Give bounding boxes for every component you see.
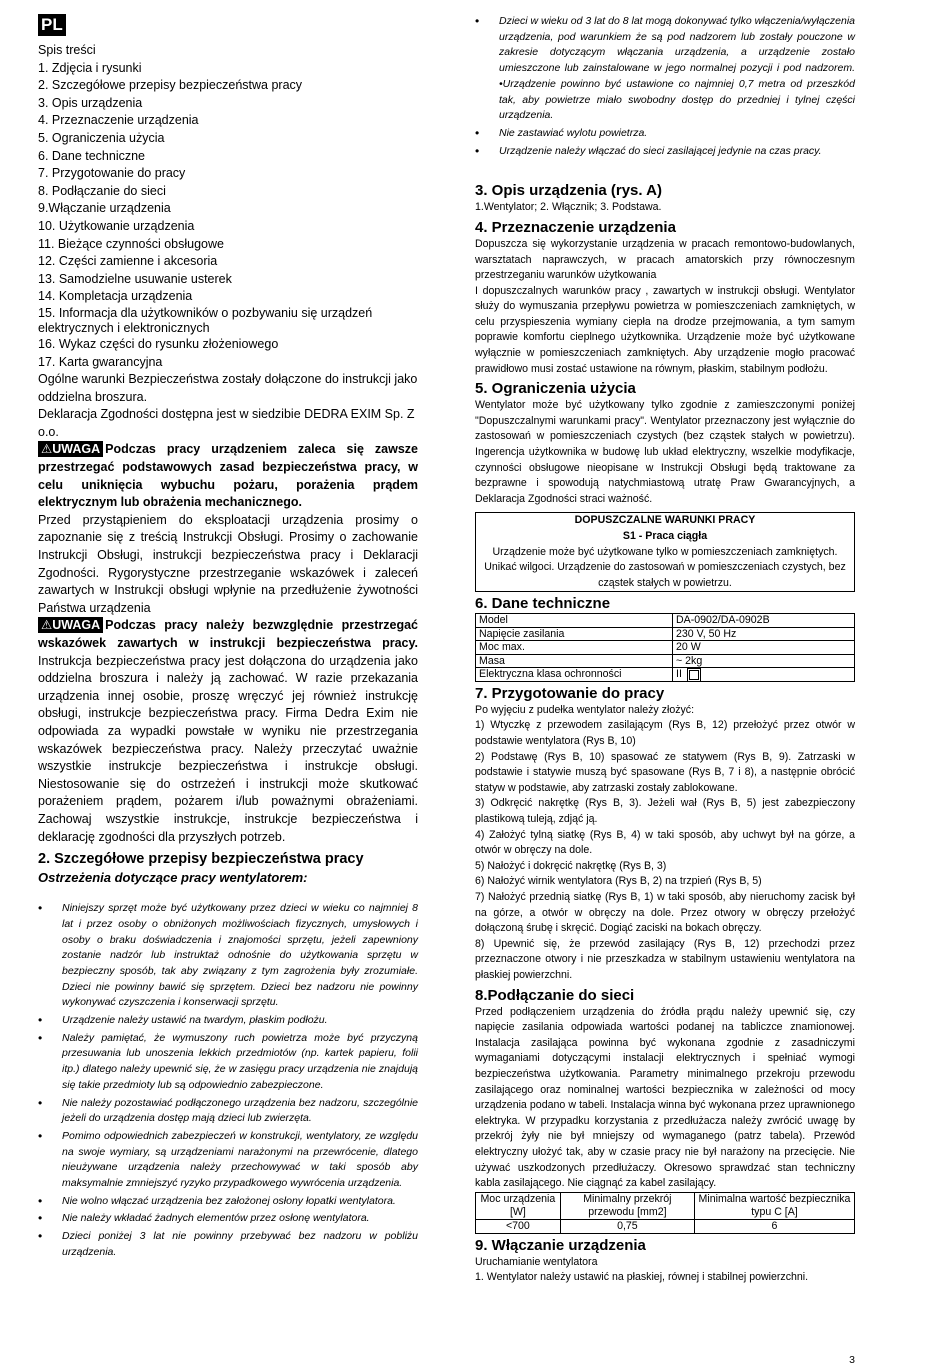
list-item: • Urządzenie należy włączać do sieci zasilającej jedynie na czas pracy. bbox=[475, 144, 855, 160]
toc-item: 13. Samodzielne usuwanie usterek bbox=[38, 271, 232, 286]
list-item: • Należy pamiętać, że wymuszony ruch powietrza może być przyczyną przesuwania lub unoszenia lekkich przedmiotów (np. kartek papieru, folii itp.) dlatego należy upewnić się, że w zasięgu pracy urządzenia nie znajdują się takie przedmioty lub są odpowiednio zabezpieczone. bbox=[38, 1031, 418, 1094]
tech-data-table bbox=[475, 613, 855, 682]
toc-item: 6. Dane techniczne bbox=[38, 148, 146, 163]
list-item: • Nie należy pozostawiać podłączonego urządzenia bez nadzoru, szczególnie jeżeli do urządzenia dostęp mają dzieci lub zwierzęta. bbox=[38, 1096, 418, 1127]
safety-list-continued bbox=[475, 14, 855, 159]
table-row bbox=[476, 614, 855, 628]
table-cell: <700 bbox=[476, 1219, 561, 1233]
table-cell: Napięcie zasilania bbox=[476, 627, 673, 641]
toc-item: 15. Informacja dla użytkowników o pozbywaniu się urządzeń elektrycznych i elektronicznych bbox=[38, 305, 373, 335]
table-of-contents bbox=[38, 42, 418, 371]
section-4-text: Dopuszcza się wykorzystanie urządzenia w pracach remontowo-budowlanych, warsztatach naprawczych, w pracach amatorskich przy równoczesnym przestrzeganiu warunków użytkowania bbox=[475, 237, 855, 282]
table-cell: 20 W bbox=[673, 641, 855, 655]
table-cell: 6 bbox=[695, 1219, 855, 1233]
box-subtitle: S1 - Praca ciągła bbox=[622, 530, 708, 543]
toc-item: 5. Ograniczenia użycia bbox=[38, 130, 165, 145]
toc-item: 17. Karta gwarancyjna bbox=[38, 354, 163, 369]
list-item: • Nie wolno włączać urządzenia bez założonej osłony łopatki wentylatora. bbox=[38, 1194, 418, 1210]
list-item: • Nie należy wkładać żadnych elementów przez osłonę wentylatora. bbox=[38, 1211, 418, 1227]
table-header-row bbox=[476, 1192, 855, 1219]
table-row bbox=[476, 1219, 855, 1233]
page-number: 3 bbox=[849, 1354, 855, 1366]
warning-text: Podczas pracy urządzeniem zaleca się zawsze przestrzegać podstawowych zasad bezpieczeństwa pracy, w celu uniknięcia wybuchu pożaru, porażenia prądem elektrycznym lub obrażenia mechanicznego. bbox=[38, 442, 418, 510]
toc-item: 16. Wykaz części do rysunku złożeniowego bbox=[38, 336, 279, 351]
table-cell: DA-0902/DA-0902B bbox=[673, 614, 855, 628]
section-4-title: 4. Przeznaczenie urządzenia bbox=[475, 218, 676, 236]
step: 5) Nałożyć i dokręcić nakrętkę (Rys B, 3) bbox=[475, 859, 667, 872]
table-cell bbox=[673, 668, 855, 682]
warning-block-2 bbox=[38, 617, 418, 846]
right-column bbox=[475, 14, 855, 1286]
power-cable-table bbox=[475, 1192, 855, 1234]
table-cell: ~ 2kg bbox=[673, 654, 855, 668]
table-header: Minimalna wartość bezpiecznika typu C [A] bbox=[695, 1192, 855, 1219]
warning-label: UWAGA bbox=[52, 618, 101, 633]
table-cell: 230 V, 50 Hz bbox=[673, 627, 855, 641]
warning-triangle-icon: ⚠ bbox=[41, 618, 53, 633]
warning-text-bold: Podczas pracy należy bezwzględnie przestrzegać wskazówek zawartych w instrukcji bezpieczeństwa pracy. bbox=[38, 618, 418, 650]
table-cell: Masa bbox=[476, 654, 673, 668]
table-cell: Elektryczna klasa ochronności bbox=[476, 668, 673, 682]
section-3-text: 1.Wentylator; 2. Włącznik; 3. Podstawa. bbox=[475, 201, 662, 214]
box-text: Urządzenie może być użytkowane tylko w pomieszczeniach zamkniętych. Unikać wilgoci. Urządzenie do zastosowań w pomieszczeniach czystych, bez cząstek stałych w powietrzu. bbox=[484, 545, 846, 589]
list-item: • Dzieci w wieku od 3 lat do 8 lat mogą dokonywać tylko włączenia/wyłączenia urządzenia, pod warunkiem że są pod nadzorem lub zostały pouczone w zakresie dotyczącym włączania urządzenia, a urządzenie zostało umieszczone lub zainstalowane w jego normalnej pozycji i pod nadzorem. •Urządzenie powinno być ustawione co najmniej 0,7 metra od przeszkód tak, aby powietrze miało swobodny dostęp do przedniej i tylnej części urządzenia. bbox=[475, 14, 855, 124]
section-8-text: Przed podłączeniem urządzenia do źródła prądu należy upewnić się, czy napięcie zasilania odpowiada wartości podanej na tabliczce znamionowej. Instalacja zasilająca powinna być wykonana zgodnie z zasadniczymi wymaganiami dotyczącymi instalacji elektrycznych i spełniać wymogi bezpieczeństwa użytkowania. Parametry minimalnego przekroju przewodu zasilającego oraz nominalnej wartości bezpiecznika w zależności od mocy urządzenia podano w tabeli. Instalacja winna być wykonana przez uprawnionego elektryka. W przypadku korzystania z przedłużacza należy zwrócić uwagę by przekrój żyły nie był mniejszy od wymaganego (patrz tabela). Przewód elektryczny ułożyć tak, aby w czasie pracy nie był narażony na przecięcie. Nie używać uszkodzonych przedłużaczy. Okresowo sprawdzać stan techniczny kabla zasilającego. Nie ciągnąć za kabel zasilający. bbox=[475, 1005, 855, 1190]
toc-item: 11. Bieżące czynności obsługowe bbox=[38, 236, 224, 251]
section-6-title: 6. Dane techniczne bbox=[475, 595, 611, 613]
table-cell: 0,75 bbox=[560, 1219, 694, 1233]
list-item: • Urządzenie należy ustawić na twardym, płaskim podłożu. bbox=[38, 1013, 418, 1029]
step: 7) Nałożyć przednią siatkę (Rys B, 1) w taki sposób, aby nieruchomy zacisk był na górze, a otwór w obręczy na dole. Przez otwory w obręczy przełożyć dołączoną śrubę i skręcić. Dogiąć zaciski na bokach obręczy. bbox=[475, 891, 855, 935]
step: 8) Upewnić się, że przewód zasilający (Rys B, 12) przechodzi przez przeznaczone otwory i nie przeszkadza w stabilnym ustawieniu wentylatora na płaskiej powierzchni. bbox=[475, 937, 855, 981]
language-badge-label: PL bbox=[38, 14, 66, 36]
toc-item: 2. Szczegółowe przepisy bezpieczeństwa pracy bbox=[38, 78, 303, 93]
list-item: • Dzieci poniżej 3 lat nie powinny przebywać bez nadzoru w pobliżu urządzenia. bbox=[38, 1229, 418, 1260]
warning-triangle-icon: ⚠ bbox=[41, 442, 53, 457]
step: Po wyjęciu z pudełka wentylator należy złożyć: bbox=[475, 703, 695, 716]
step: 6) Nałożyć wirnik wentylatora (Rys B, 2) na trzpień (Rys B, 5) bbox=[475, 875, 762, 888]
intro-declaration-note: Deklaracja Zgodności dostępna jest w siedzibie DEDRA EXIM Sp. Z o.o. bbox=[38, 407, 415, 439]
safety-list bbox=[38, 901, 418, 1260]
table-cell: Moc max. bbox=[476, 641, 673, 655]
box-title: DOPUSZCZALNE WARUNKI PRACY bbox=[574, 514, 756, 527]
table-row bbox=[476, 627, 855, 641]
step: 1) Wtyczkę z przewodem zasilającym (Rys B, 12) przełożyć przez otwór w podstawie wentylatora (Rys B, 10) bbox=[475, 719, 855, 748]
section-5-title: 5. Ograniczenia użycia bbox=[475, 380, 636, 398]
list-item: • Niniejszy sprzęt może być użytkowany przez dzieci w wieku co najmniej 8 lat i przez osoby o obniżonych możliwościach fizycznych, umysłowych i osoby o braku doświadczenia i znajomości sprzętu, jeżeli zapewniony zostanie nadzór lub instruktaż odnośnie do użytkowania sprzętu w bezpieczny sposób, tak aby związany z tym zagrożenia były zrozumiałe. Dzieci nie powinny bawić się sprzętem. Dzieci bez nadzoru nie powinny wykonywać czyszczenia i konserwacji sprzętu. bbox=[38, 901, 418, 1011]
double-insulation-icon bbox=[689, 670, 699, 680]
section-4-text-2: I dopuszczalnych warunków pracy , zawartych w instrukcji obsługi. Wentylator służy do wymuszania przepływu powietrza w pomieszczeniach zamkniętych, w celu przyspieszenia wymiany ciepła na drodze przejmowania, a tym samym poprawie komfortu cieplnego użytkownika. Urządzenie może być użytkowane wyłącznie w pomieszczeniach zamkniętych. Aby urządzenie mogło pracować prawidłowo musi zostać ustawione na równym, płaskim, stabilnym podłożu. bbox=[475, 284, 855, 375]
toc-item: 3. Opis urządzenia bbox=[38, 95, 143, 110]
section-3-title: 3. Opis urządzenia (rys. A) bbox=[475, 182, 662, 200]
table-row bbox=[476, 641, 855, 655]
toc-item: 10. Użytkowanie urządzenia bbox=[38, 218, 195, 233]
table-header: Minimalny przekrój przewodu [mm2] bbox=[560, 1192, 694, 1219]
warning-label: UWAGA bbox=[52, 442, 101, 457]
toc-item: 8. Podłączanie do sieci bbox=[38, 183, 166, 198]
step: 3) Odkręcić nakrętkę (Rys B, 3). Jeżeli wał (Rys B, 5) jest zabezpieczony plastikową tuleją, zdjąć ją. bbox=[475, 797, 855, 826]
section-5-text: Wentylator może być użytkowany tylko zgodnie z zamieszczonymi poniżej "Dopuszczalnymi warunkami pracy". Wentylator przeznaczony jest wyłącznie do zastosowań w pomieszczeniach czystych (bez cząstek stałych w powietrzu). Ingerencja użytkownika w budowę lub układ elektryczny, wszelkie modyfikacje, czynności obsługowe nieopisane w Instrukcji Obsługi będą traktowane za bezprawne i spowodują natychmiastową utratę Praw Gwarancyjnych, a Deklaracja Zgodności straci ważność. bbox=[475, 399, 855, 505]
warning-badge bbox=[38, 617, 103, 633]
table-cell: Model bbox=[476, 614, 673, 628]
toc-item: 7. Przygotowanie do pracy bbox=[38, 166, 186, 181]
table-row bbox=[476, 668, 855, 682]
warning-block-1 bbox=[38, 441, 418, 511]
left-column bbox=[38, 14, 418, 1263]
table-header: Moc urządzenia [W] bbox=[476, 1192, 561, 1219]
intro-paragraph: Przed przystąpieniem do eksploatacji urządzenia prosimy o zapoznanie się z treścią Instrukcji Obsługi. Prosimy o zachowanie Instrukcji Obsługi, instrukcji bezpieczeństwa pracy i Deklaracji Zgodności. Rygorystyczne przestrzeganie wskazówek i zaleceń zawartych w Instrukcji obsługi wpłynie na przedłużenie żywotności Państwa urządzenia bbox=[38, 512, 418, 615]
step: 2) Podstawę (Rys B, 10) spasować ze statywem (Rys B, 9). Zatrzaski w podstawie i statywie muszą być spasowane (Rys B, 7 i 8), a następnie obrócić statyw w podstawie, aby zatrzaski zostały zablokowane. bbox=[475, 750, 855, 794]
operating-conditions-box bbox=[475, 512, 855, 592]
section-9-title: 9. Włączanie urządzenia bbox=[475, 1236, 646, 1254]
section-2-subtitle: Ostrzeżenia dotyczące pracy wentylatorem: bbox=[38, 870, 308, 886]
section-9-text: Uruchamianie wentylatora bbox=[475, 1255, 598, 1268]
step: 4) Założyć tylną siatkę (Rys B, 4) w taki sposób, aby uchwyt był na górze, a otwór w obręczy na dole. bbox=[475, 828, 855, 857]
list-item: • Pomimo odpowiednich zabezpieczeń w konstrukcji, wentylatory, ze względu na swoje wymiary, są urządzeniami narażonymi na przewrócenie, dlatego nieużywane urządzenia należy przechowywać w taki sposób aby maksymalnie zmniejszyć ryzyko przypadkowego wywrócenia urządzenia. bbox=[38, 1129, 418, 1192]
toc-item: 12. Części zamienne i akcesoria bbox=[38, 254, 218, 269]
toc-item: 1. Zdjęcia i rysunki bbox=[38, 60, 142, 75]
protection-class-value: II bbox=[676, 668, 682, 681]
warning-badge bbox=[38, 441, 103, 457]
section-9-text-2: 1. Wentylator należy ustawić na płaskiej, równej i stabilnej powierzchni. bbox=[475, 1271, 809, 1284]
toc-item: 9.Włączanie urządzenia bbox=[38, 201, 171, 216]
toc-item: 14. Kompletacja urządzenia bbox=[38, 289, 193, 304]
section-2-title: 2. Szczegółowe przepisy bezpieczeństwa pracy bbox=[38, 851, 364, 868]
table-row bbox=[476, 654, 855, 668]
list-item: • Nie zastawiać wylotu powietrza. bbox=[475, 126, 855, 142]
warning-text: Instrukcja bezpieczeństwa pracy jest dołączona do urządzenia jako oddzielna broszura i należy ją zachować. W razie przekazania urządzenia innej osobie, proszę wręczyć jej również instrukcję obsługi, instrukcje bezpieczeństwa pracy. Firma Dedra Exim nie odpowiada za wypadki powstałe w wyniku nie przestrzegania wskazówek bezpieczeństwa pracy. Należy przeczytać uważnie wszystkie instrukcje bezpieczeństwa i instrukcje obsługi. Niestosowanie się do ostrzeżeń i instrukcji może skutkować porażeniem prądem, pożarem i/lub poważnymi obrażeniami. Zachowaj wszystkie instrukcje, instrukcje bezpieczeństwa i deklarację zgodności dla przyszłych potrzeb. bbox=[38, 653, 418, 844]
toc-item: 4. Przeznaczenie urządzenia bbox=[38, 113, 199, 128]
section-7-title: 7. Przygotowanie do pracy bbox=[475, 684, 665, 702]
section-8-title: 8.Podłączanie do sieci bbox=[475, 986, 635, 1004]
intro-brochure-note: Ogólne warunki Bezpieczeństwa zostały dołączone do instrukcji jako oddzielna broszura. bbox=[38, 372, 418, 404]
language-badge bbox=[38, 14, 418, 36]
toc-title: Spis treści bbox=[38, 43, 96, 57]
